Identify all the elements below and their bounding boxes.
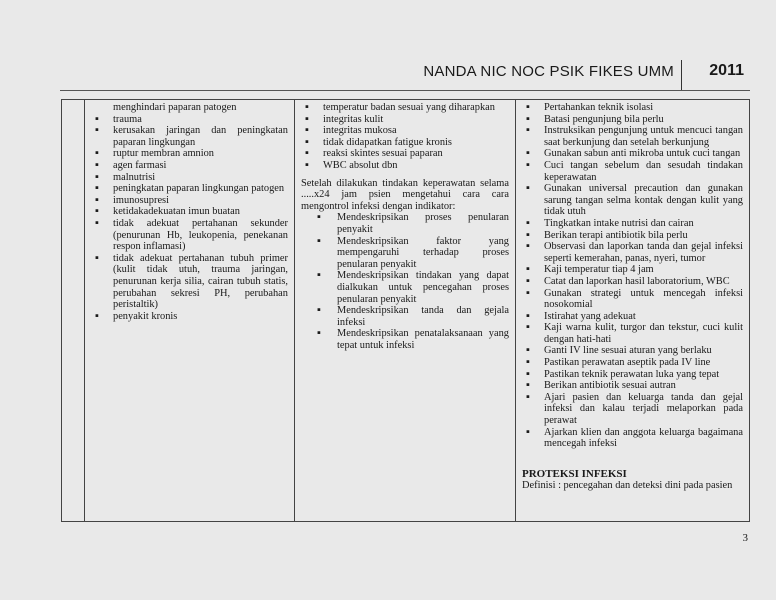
list-item: ▪ Ajarkan klien dan anggota keluarga bagaimana mencegah infeksi [522,427,743,450]
list-item: ▪ Gunakan sabun anti mikroba untuk cuci tangan [522,148,743,160]
intervention-list [522,102,743,450]
list-item: ▪ Ganti IV line sesuai aturan yang berlaku [522,345,743,357]
list-item: ▪ Gunakan strategi untuk mencegah infeksi nosokomial [522,288,743,311]
list-item: ▪ Mendeskripsikan penatalaksanaan yang tepat untuk infeksi [301,328,509,351]
list-item: ▪ Pastikan perawatan aseptik pada IV line [522,357,743,369]
list-item: ▪ tidak adekuat pertahanan sekunder (penurunan Hb, leukopenia, penekanan respon inflamasi) [91,218,288,253]
list-item: ▪ imunosupresi [91,195,288,207]
outcome-paragraph: Setelah dilakukan tindakan keperawatan selama .....x24 jam psien mengetahui cara cara mengontrol infeksi dengan indikator: [301,177,509,212]
list-item: ▪ ruptur membran amnion [91,148,288,160]
section-heading: PROTEKSI INFEKSI [522,467,627,480]
list-item: ▪ Tingkatkan intake nutrisi dan cairan [522,218,743,230]
header-year: 2011 [709,62,744,79]
list-item: ▪ Catat dan laporkan hasil laboratorium, WBC [522,276,743,288]
list-item: ▪ Pastikan teknik perawatan luka yang tepat [522,369,743,381]
outcome-list [301,102,509,172]
list-item: ▪ malnutrisi [91,172,288,184]
list-item: ▪ Istirahat yang adekuat [522,311,743,323]
page-header [60,58,750,91]
header-title: NANDA NIC NOC PSIK FIKES UMM [423,63,674,80]
list-item: ▪ Mendeskripsikan faktor yang mempengaruhi terhadap proses penularan penyakit [301,236,509,271]
list-item: ▪ integritas kulit [301,114,509,126]
list-item: ▪ integritas mukosa [301,125,509,137]
list-item: ▪ Berikan antibiotik sesuai autran [522,380,743,392]
list-item: ▪ temperatur badan sesuai yang diharapkan [301,102,509,114]
list-item: menghindari paparan patogen [113,102,237,113]
list-item: ▪ peningkatan paparan lingkungan patogen [91,183,288,195]
list-item: ▪ Instruksikan pengunjung untuk mencuci tangan saat berkunjung dan setelah berkunjung [522,125,743,148]
list-item: ▪ Ajari pasien dan keluarga tanda dan gejal infeksi dan kalau terjadi melaporkan pada perawat [522,392,743,427]
list-item: ▪ Gunakan universal precaution dan gunakan sarung tangan selma kontak dengan kulit yang tidak utuh [522,183,743,218]
list-item: ▪ Mendeskripsikan tanda dan gejala infeksi [301,305,509,328]
list-item: ▪ Pertahankan teknik isolasi [522,102,743,114]
header-divider [681,60,683,90]
risk-factor-list [91,102,288,322]
care-plan-table [61,99,750,522]
risk-factors-column [85,100,295,522]
list-item: ▪ trauma [91,114,288,126]
indicator-list [301,212,509,351]
list-item: ▪ Mendeskripsikan proses penularan penyakit [301,212,509,235]
list-item: ▪ Mendeskripsikan tindakan yang dapat dialkukan untuk pencegahan proses penularan penyakit [301,270,509,305]
list-item: ▪ Kaji warna kulit, turgor dan tekstur, cuci kulit dengan hati-hati [522,322,743,345]
list-item: ▪ tidak adekuat pertahanan tubuh primer (kulit tidak utuh, trauma jaringan, penurunan kerja silia, cairan tubuh statis, perubahan sekresi PH, perubahan peristaltik) [91,253,288,311]
outcomes-column [295,100,516,522]
list-item: ▪ Kaji temperatur tiap 4 jam [522,264,743,276]
list-item: ▪ Observasi dan laporkan tanda dan gejal infeksi seperti kemerahan, panas, nyeri, tumor [522,241,743,264]
index-column [62,100,85,522]
definition-text: Definisi : pencegahan dan deteksi dini pada pasien [522,479,733,491]
list-item: ▪ reaksi skintes sesuai paparan [301,148,509,160]
list-item: ▪ kerusakan jaringan dan peningkatan paparan lingkungan [91,125,288,148]
list-item: ▪ tidak didapatkan fatigue kronis [301,137,509,149]
list-item: ▪ ketidakadekuatan imun buatan [91,206,288,218]
list-item: ▪ WBC absolut dbn [301,160,509,172]
list-item: ▪ Berikan terapi antibiotik bila perlu [522,230,743,242]
page-number: 3 [742,532,748,544]
interventions-column [516,100,750,522]
list-item: ▪ penyakit kronis [91,311,288,323]
list-item: ▪ Cuci tangan sebelum dan sesudah tindakan keperawatan [522,160,743,183]
list-item: ▪ agen farmasi [91,160,288,172]
list-item: ▪ Batasi pengunjung bila perlu [522,114,743,126]
